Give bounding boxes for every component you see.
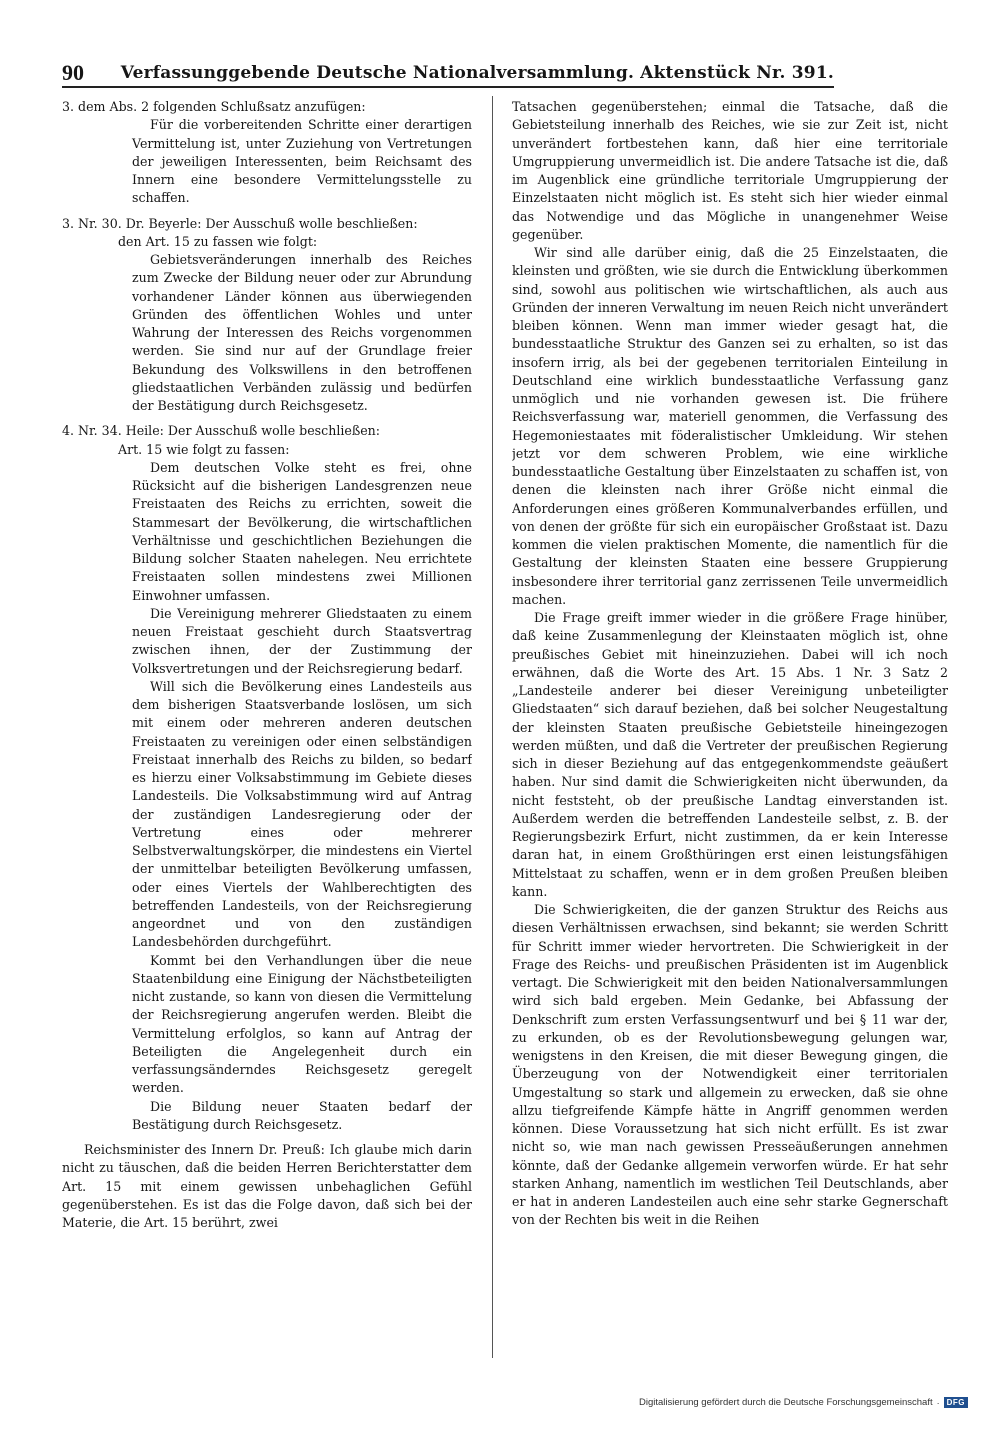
paragraph: 3. Nr. 30. Dr. Beyerle: Der Ausschuß wolle beschließen:: [62, 215, 418, 231]
paragraph: Art. 15 wie folgt zu fassen:: [118, 441, 290, 457]
separator-dot-icon: ·: [936, 1397, 940, 1408]
right-column: [512, 98, 948, 1360]
funding-note: Digitalisierung gefördert durch die Deutsche Forschungsgemeinschaft: [639, 1397, 933, 1408]
paragraph: Die Frage greift immer wieder in die größere Frage hinüber, daß keine Zusammenlegung der Kleinstaaten möglich ist, ohne preußisches Gebiet mit hineinzuziehen. Dabei will ich noch erwähnen, daß die Worte des Art. 15 Abs. 1 Nr. 3 Satz 2 „Landesteile anderer bei dieser Vereinigung unbeteiligter Gliedstaaten“ sich darauf beziehen, daß bei solcher Neugestaltung der kleinsten Staaten preußische Gebietsteile hineingezogen werden müßten, und daß die Vertreter der preußischen Regierung sich in dieser Beziehung auf das entgegenkommendste geäußert haben. Nur sind damit die Schwierigkeiten nicht überwunden, da nicht feststeht, ob der preußische Landtag einverstanden ist. Außerdem werden die betreffenden Landesteile selbst, z. B. der Regierungsbezirk Erfurt, nicht zustimmen, da er kein Interesse daran hat, in einem Großthüringen erst einen leistungsfähigen Mittelstaat zu schaffen, wenn er in dem großen Preußen bleiben kann.: [512, 610, 948, 899]
column-divider: [492, 96, 493, 1358]
paragraph: Tatsachen gegenüberstehen; einmal die Tatsache, daß die Gebietsteilung innerhalb des Reiches, wie sie zur Zeit ist, nicht unverändert fortbestehen kann, daß hier eine territoriale Umgruppierung unvermeidlich ist. Die andere Tatsache ist die, daß im Augenblick eine gründliche territoriale Umgruppierung der Einzelstaaten nicht möglich ist. Es steht sich hier wieder einmal das Notwendige und das Mögliche in unangenehmer Weise gegenüber.: [512, 99, 948, 242]
paragraph: Wir sind alle darüber einig, daß die 25 Einzelstaaten, die kleinsten und größten, wie sie durch die Entwicklung überkommen sind, sowohl aus politischen wie wirtschaftlichen, als auch aus Gründen der inneren Verwaltung im neuen Reich nicht unverändert bleiben können. Wenn man immer wieder gesagt hat, die bundesstaatliche Struktur des Ganzen sei zu erhalten, so ist das insofern irrig, als bei der gegebenen territorialen Einteilung in Deutschland eine wirklich bundesstaatliche Verfassung ganz unmöglich und nie vorhanden gewesen ist. Die frühere Reichsverfassung war, materiell genommen, die Verfassung des Hegemoniestaates mit föderalistischer Umkleidung. Wir stehen jetzt vor dem schweren Problem, wie eine wirkliche bundesstaatliche Gestaltung über Einzelstaaten zu schaffen ist, von denen die kleinsten nach ihrer Größe nicht einmal die Anforderungen eines größeren Kommunalverbandes erfüllen, und von denen der größte für sich ein europäischer Großstaat ist. Dazu kommen die vielen praktischen Momente, die namentlich für die Gestaltung der kleinsten Staaten eine bessere Gruppierung insbesondere ihrer territorial ganz zerrissenen Teile unvermeidlich machen.: [512, 245, 948, 607]
paragraph: 3. dem Abs. 2 folgenden Schlußsatz anzufügen:: [62, 99, 366, 114]
paragraph: Kommt bei den Verhandlungen über die neue Staatenbildung eine Einigung der Nächstbeteiligten nicht zustande, so kann von diesen die Vermittelung der Reichsregierung angerufen werden. Bleibt die Vermittelung erfolglos, so kann auf Antrag der Beteiligten die Angelegenheit durch ein verfassungsänderndes Reichsgesetz geregelt werden.: [132, 952, 472, 1096]
paragraph: Reichsminister des Innern Dr. Preuß: Ich glaube mich darin nicht zu täuschen, daß die beiden Herren Berichterstatter dem Art. 15 mit einem gewissen unbehaglichen Gefühl gegenüberstehen. Es ist das die Folge davon, daß sich bei der Materie, die Art. 15 berührt, zwei: [62, 1142, 472, 1230]
paragraph: Will sich die Bevölkerung eines Landesteils aus dem bisherigen Staatsverbande loslösen, um sich mit einem oder mehreren anderen deutschen Freistaaten zu vereinigen oder einen selbständigen Freistaat innerhalb des Reichs zu bilden, so bedarf es hierzu einer Volksabstimmung im Gebiete dieses Landesteils. Die Volksabstimmung wird auf Antrag der zuständigen Landesregierung oder der Vertretung eines oder mehrerer Selbstverwaltungskörper, die mindestens ein Viertel der unmittelbar beteiligten Bevölkerung umfassen, oder eines Viertels der Wahlberechtigten des betreffenden Landesteils, von der Reichsregierung angeordnet und von den zuständigen Landesbehörden durchgeführt.: [132, 678, 472, 950]
dfg-logo: DFG: [944, 1397, 968, 1408]
paragraph: Die Bildung neuer Staaten bedarf der Bestätigung durch Reichsgesetz.: [132, 1098, 472, 1132]
paragraph: den Art. 15 zu fassen wie folgt:: [118, 233, 318, 249]
left-column: [62, 98, 472, 1360]
footer-credit: [639, 1397, 968, 1408]
paragraph: Die Schwierigkeiten, die der ganzen Struktur des Reichs aus diesen Verhältnissen erwachsen, sind bekannt; sie werden Schritt für Schritt immer wieder hervortreten. Die Schwierigkeit in der Frage des Reichs- und preußischen Präsidenten ist im Augenblick vertagt. Die Schwierigkeit mit den beiden Nationalversammlungen wird sich bald ergeben. Mein Gedanke, bei Abfassung der Denkschrift zum ersten Verfassungsentwurf und bei § 11 war der, zu erkunden, ob es der Revolutionsbewegung gelungen war, wenigstens in den Kreisen, die mit dieser Bewegung gingen, die Überzeugung von der Notwendigkeit einer territorialen Umgestaltung so stark und allgemein zu erwecken, daß sie ohne allzu tiefgreifende Kämpfe hätte in Angriff genommen werden können. Diese Voraussetzung hat sich nicht erfüllt. Es ist zwar nicht so, wie man nach gewissen Presseäußerungen annehmen könnte, daß der Gedanke allgemein verworfen würde. Er hat sehr starken Anhang, namentlich im westlichen Teil Deutschlands, aber er hat in anderen Landesteilen auch eine sehr starke Gegnerschaft von der Rechten bis weit in die Reihen: [512, 902, 948, 1228]
paragraph: 4. Nr. 34. Heile: Der Ausschuß wolle beschließen:: [62, 423, 381, 439]
paragraph: Die Vereinigung mehrerer Gliedstaaten zu einem neuen Freistaat geschieht durch Staatsvertrag zwischen ihnen, der der Zustimmung der Volksvertretungen und der Reichsregierung bedarf.: [132, 605, 472, 676]
paragraph: Für die vorbereitenden Schritte einer derartigen Vermittelung ist, unter Zuziehung von Vertretungen der jeweiligen Interessenten, beim Reichsamt des Innern eine besondere Vermittelungsstelle zu schaffen.: [132, 117, 472, 206]
paragraph: Gebietsveränderungen innerhalb des Reiches zum Zwecke der Bildung neuer oder zur Abrundung vorhandener Länder können aus überwiegenden Gründen des öffentlichen Wohles und unter Wahrung der Interessen des Reichs vorgenommen werden. Sie sind nur auf der Grundlage freier Bekundung des Volkswillens in den betroffenen gliedstaatlichen Verbänden zulässig und bedürfen der Bestätigung durch Reichsgesetz.: [132, 252, 472, 413]
paragraph: Dem deutschen Volke steht es frei, ohne Rücksicht auf die bisherigen Landesgrenzen neue Freistaaten des Reichs zu errichten, soweit die Stammesart der Bevölkerung, die wirtschaftlichen Verhältnisse und geschichtlichen Beziehungen die Bildung solcher Staaten nahelegen. Neu errichtete Freistaaten sollen mindestens zwei Millionen Einwohner umfassen.: [132, 459, 472, 603]
page-header: [62, 54, 834, 88]
page-number: 90: [62, 60, 84, 85]
running-title: Verfassunggebende Deutsche Nationalversammlung. Aktenstück Nr. 391.: [120, 63, 834, 83]
